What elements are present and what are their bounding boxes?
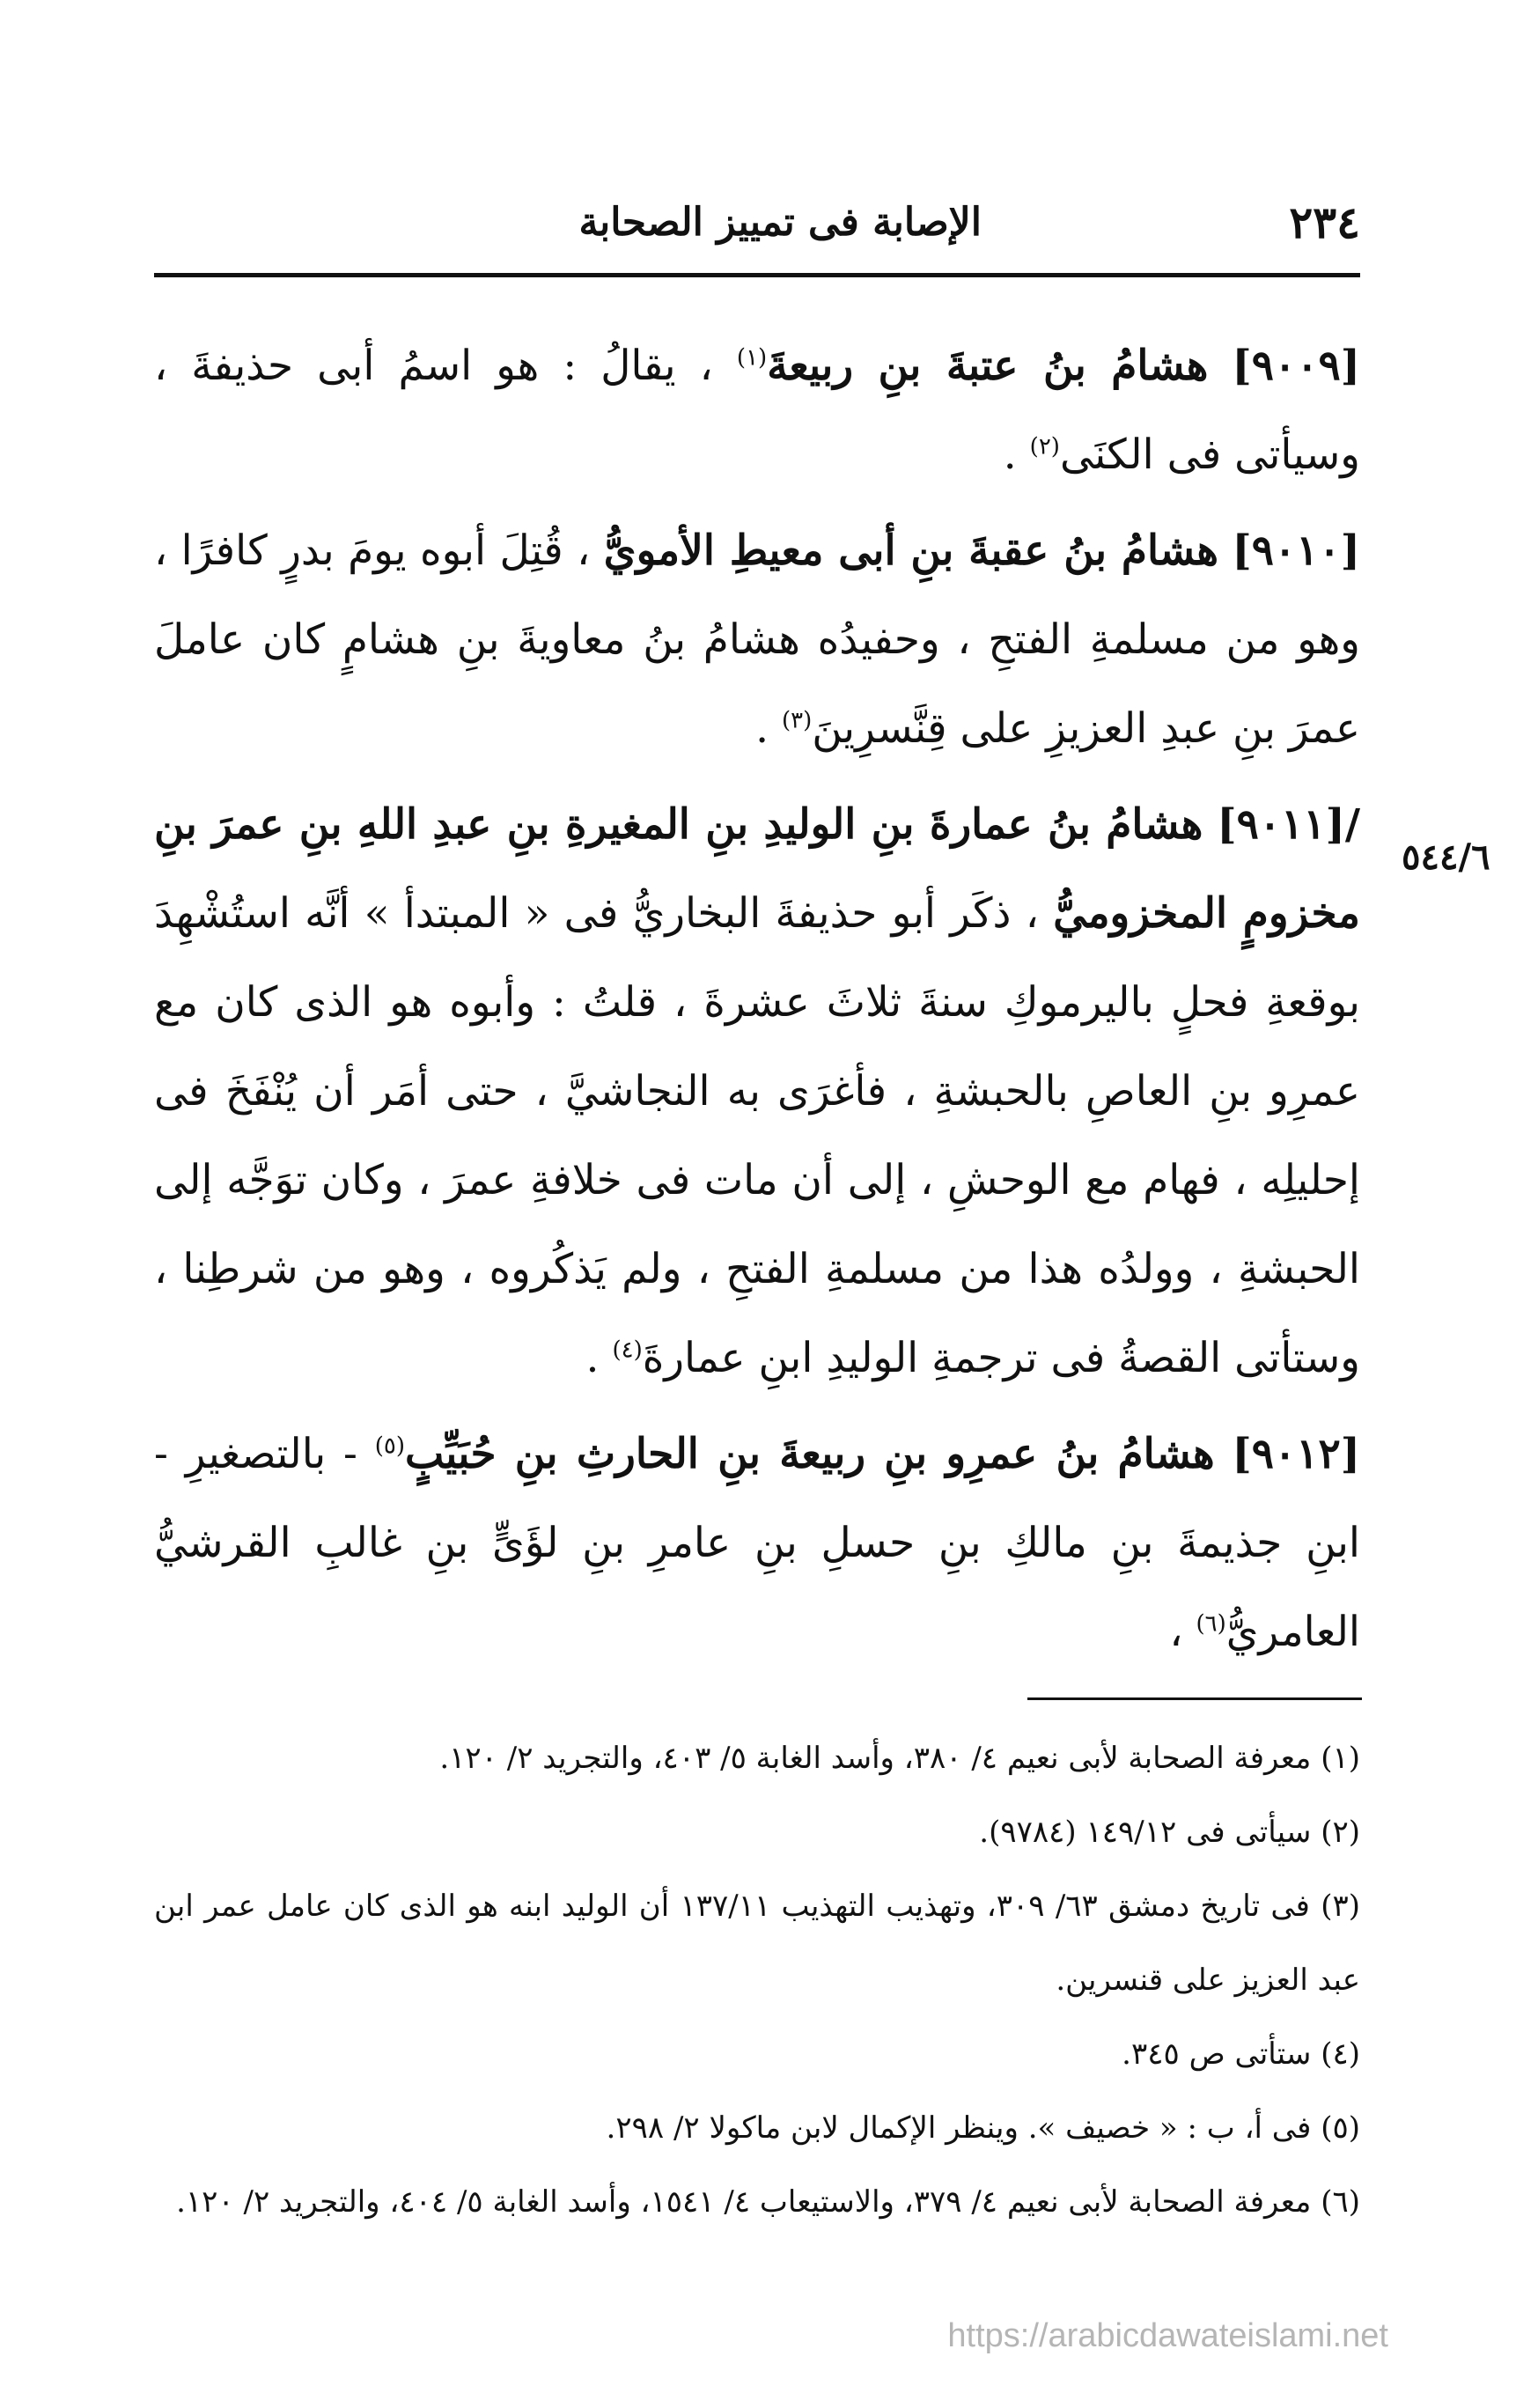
footnote-2: (٢) سيأتى فى ١٤٩/١٢ (٩٧٨٤). (979, 1815, 1360, 1850)
margin-volume-page-reference: ٥٤٤/٦ (1402, 836, 1490, 878)
running-title: الإصابة فى تمييز الصحابة (578, 200, 982, 245)
entry-number: [٩٠٠٩] (1232, 342, 1360, 390)
footnote-marker[interactable]: (٢) (1029, 433, 1060, 460)
footnote-5: (٥) فى أ، ب : « خصيف ». وينظر الإكمال لابن ماكولا ٢/ ٢٩٨. (606, 2110, 1360, 2146)
source-watermark: https://arabicdawateislami.net (947, 2317, 1388, 2354)
entry-number: /[٩٠١١] (1217, 800, 1360, 849)
entry-text: ، قُتِلَ أبوه يومَ بدرٍ كافرًا ، وهو من مسلمةِ الفتحِ ، وحفيدُه هشامُ بنُ معاويةَ بنِ هشامٍ كان عاملَ عمرَ بنِ عبدِ العزيزِ على قِنَّسرِينَ (154, 527, 1360, 753)
header-divider (154, 273, 1360, 277)
footnote-1: (١) معرفة الصحابة لأبى نعيم ٤/ ٣٨٠، وأسد الغابة ٥/ ٤٠٣، والتجريد ٢/ ١٢٠. (439, 1741, 1360, 1776)
entry-name: هشامُ بنُ عقبةَ بنِ أبى معيطِ الأمويُّ (603, 527, 1219, 575)
page-number: ٢٣٤ (1289, 196, 1360, 248)
footnote-marker[interactable]: (٥) (374, 1432, 405, 1460)
footnote-marker[interactable]: (١) (736, 344, 768, 372)
footnote-marker[interactable]: (٦) (1196, 1610, 1226, 1638)
main-text (154, 321, 1360, 1676)
footnote-3: (٣) فى تاريخ دمشق ٦٣/ ٣٠٩، وتهذيب التهذيب ١٣٧/١١ أن الوليد ابنه هو الذى كان عامل عمر ابن عبد العزيز على قنسرين. (154, 1889, 1361, 1998)
entry-text: - بالتصغيرِ - ابنِ جذيمةَ بنِ مالكِ بنِ حسلِ بنِ عامرِ بنِ لؤَىٍّ بنِ غالبِ القرشيُّ العامريُّ (154, 1430, 1360, 1656)
entry-name: هشامُ بنُ عمارةَ بنِ الوليدِ بنِ المغيرةِ بنِ عبدِ اللهِ بنِ عمرَ بنِ مخزومٍ المخزوميُّ (154, 800, 1360, 938)
footnote-marker[interactable]: (٤) (612, 1337, 643, 1364)
entry-9011 (154, 780, 1360, 1403)
entry-9009 (154, 321, 1360, 499)
footnote-divider (1027, 1697, 1362, 1700)
footnote-6: (٦) معرفة الصحابة لأبى نعيم ٤/ ٣٧٩، والاستيعاب ٤/ ١٥٤١، وأسد الغابة ٥/ ٤٠٤، والتجريد ٢/ ١٢٠. (176, 2184, 1360, 2220)
entry-number: [٩٠١٢] (1232, 1430, 1361, 1478)
entry-name: هشامُ بنُ عمرِو بنِ ربيعةَ بنِ الحارثِ بنِ حُبَيِّبٍ (404, 1430, 1215, 1478)
footnote-4: (٤) ستأتى ص ٣٤٥. (1122, 2036, 1360, 2072)
entry-text: ، يقالُ : هو اسمُ أبى حذيفةَ ، وسيأتى فى الكنَى (154, 342, 1360, 479)
entry-9012 (154, 1410, 1360, 1676)
entry-text-end: . (1003, 431, 1017, 479)
entry-number: [٩٠١٠] (1232, 527, 1360, 575)
footnote-marker[interactable]: (٣) (781, 707, 813, 734)
entry-text: ، ذكَر أبو حذيفةَ البخاريُّ فى « المبتدأ » أنَّه استُشْهِدَ بوقعةِ فحلٍ باليرموكِ سنةَ ثلاثَ عشرةَ ، قلتُ : وأبوه هو الذى كان مع عمرِو بنِ العاصِ بالحبشةِ ، فأغرَى به النجاشيَّ ، حتى أمَر أن يُنْفَخَ فى إحليلِه ، فهام مع الوحشِ ، إلى أن مات فى خلافةِ عمرَ ، وكان توَجَّه إلى الحبشةِ ، وولدُه هذا من مسلمةِ الفتحِ ، ولم يَذكُروه ، وهو من شرطِنا ، وستأتى القصةُ فى ترجمةِ الوليدِ ابنِ عمارةَ (154, 889, 1360, 1382)
entry-name: هشامُ بنُ عتبةَ بنِ ربيعةَ (767, 342, 1209, 390)
page-header (154, 189, 1360, 269)
entry-text-end: . (755, 704, 769, 753)
entry-9010 (154, 506, 1360, 773)
entry-text-end: . (585, 1334, 600, 1382)
footnotes (154, 1721, 1360, 2239)
entry-text-end: ، (1169, 1608, 1183, 1656)
